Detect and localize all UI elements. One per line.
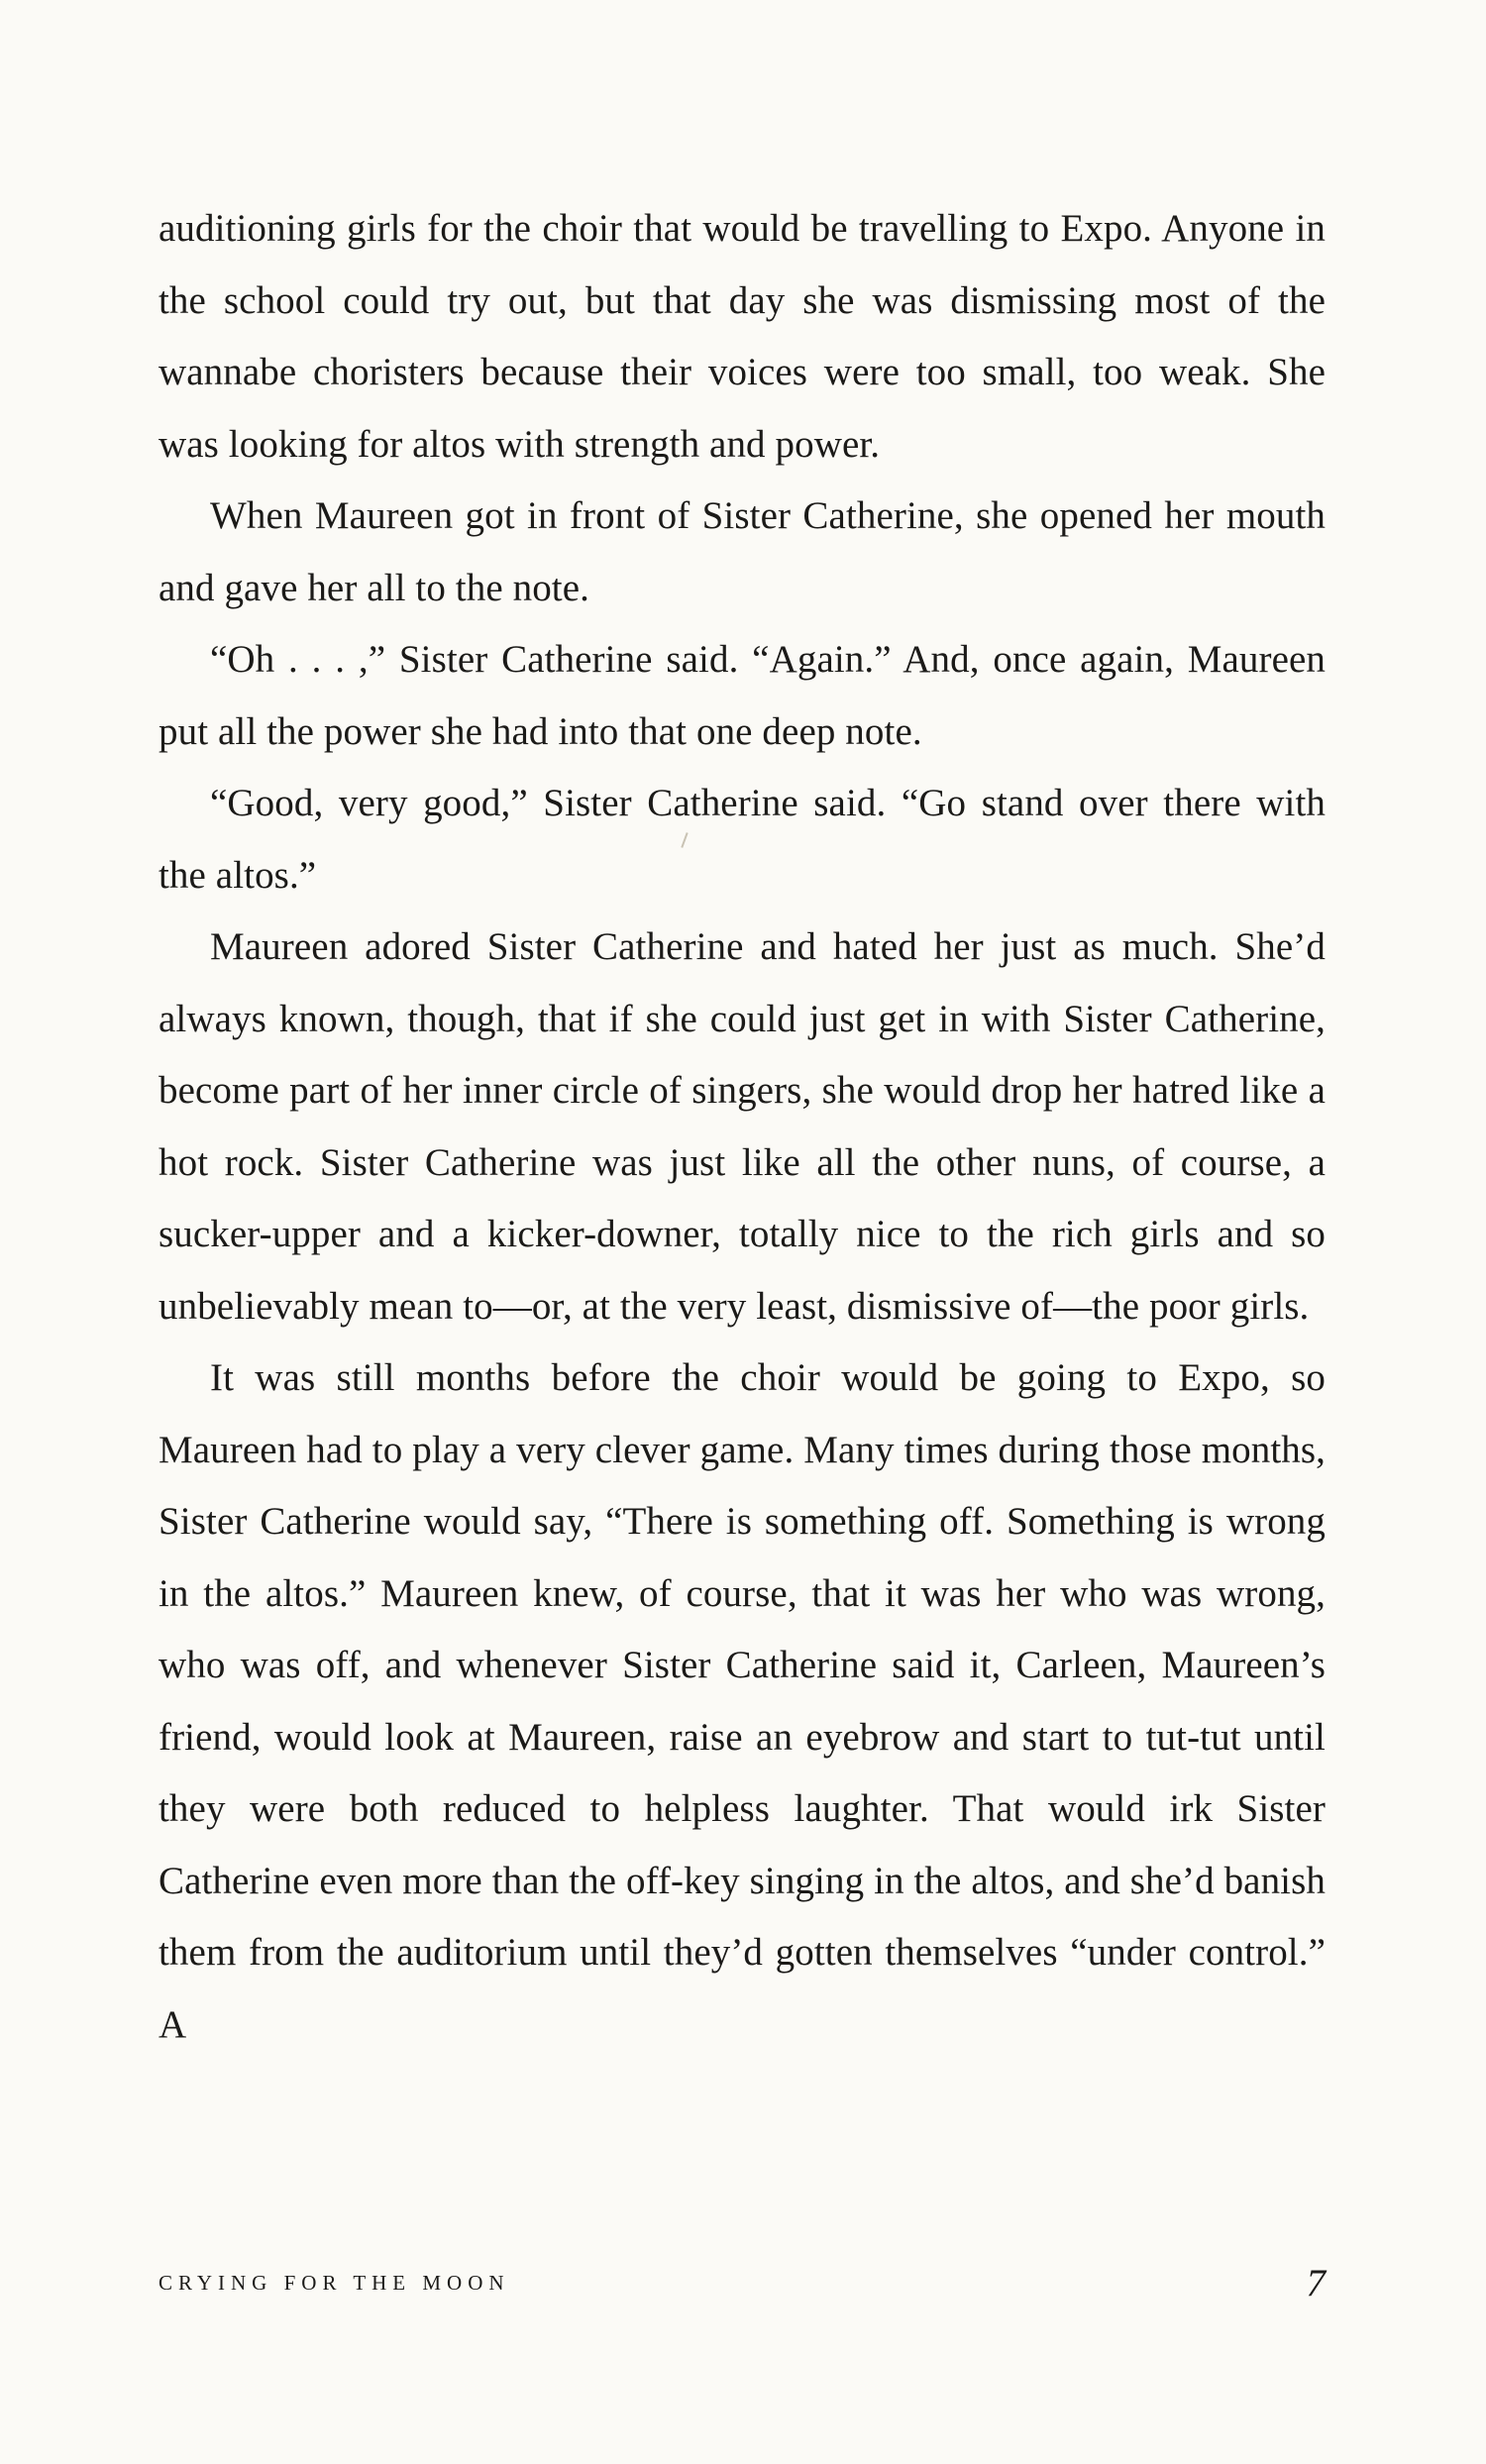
page-number: 7 <box>1306 2262 1326 2304</box>
paragraph: “Good, very good,” Sister Catherine said. “Go stand over there with the altos.” <box>159 782 1326 897</box>
body-text <box>159 193 1326 2061</box>
paragraph: It was still months before the choir would be going to Expo, so Maureen had to play a very clever game. Many times during those months, Sister Catherine would say, “There is something off. Something is wrong in the altos.” Maureen knew, of course, that it was her who was wrong, who was off, and whenever Sister Catherine said it, Carleen, Maureen’s friend, would look at Maureen, raise an eyebrow and start to tut-tut until they were both reduced to helpless laughter. That would irk Sister Catherine even more than the off-key singing in the altos, and she’d banish them from the auditorium until they’d gotten themselves “under control.” A <box>159 1356 1326 2046</box>
paragraph-continued: auditioning girls for the choir that would be travelling to Expo. Anyone in the school could try out, but that day she was dismissing most of the wannabe choristers because their voices were too small, too weak. She was looking for altos with strength and power. <box>159 207 1326 466</box>
paragraph: Maureen adored Sister Catherine and hated her just as much. She’d always known, though, that if she could just get in with Sister Catherine, become part of her inner circle of singers, she would drop her hatred like a hot rock. Sister Catherine was just like all the other nuns, of course, a sucker-upper and a kicker-downer, totally nice to the rich girls and so unbelievably mean to—or, at the very least, dismissive of—the poor girls. <box>159 925 1326 1328</box>
running-title: CRYING FOR THE MOON <box>159 2271 510 2295</box>
paragraph: “Oh . . . ,” Sister Catherine said. “Again.” And, once again, Maureen put all the power she had into that one deep note. <box>159 638 1326 753</box>
paragraph: When Maureen got in front of Sister Catherine, she opened her mouth and gave her all to the note. <box>159 494 1326 609</box>
page-footer <box>159 2262 1326 2306</box>
